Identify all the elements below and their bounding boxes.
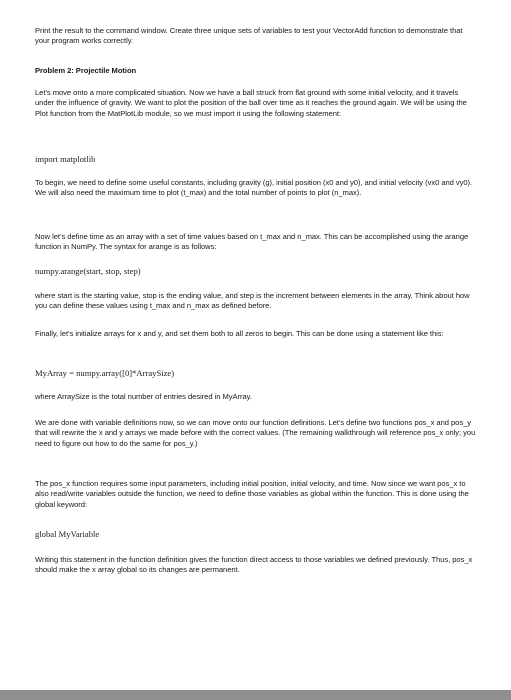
paragraph-arraysize: where ArraySize is the total number of entries desired in MyArray. (35, 392, 252, 401)
paragraph-initialize-arrays: Finally, let’s initialize arrays for x and y, and set them both to all zeros to begin. This can be done using a statement like this: (35, 329, 444, 338)
paragraph-constants: To begin, we need to define some useful constants, including gravity (g), initial position (x0 and y0), and initial velocity (vx0 and vy0). We will also need the maximum time to plot (t_max) and the total number of points to plot (n_max). (35, 178, 473, 198)
paragraph-global-explanation: Writing this statement in the function definition gives the function direct access to those variables we defined previously. Thus, pos_x should make the x array global so its changes are permanent. (35, 555, 473, 575)
paragraph-import-intro: Let’s move onto a more complicated situation. Now we have a ball struck from flat ground with some initial velocity, and it travels under the influence of gravity. We want to plot the position of the ball over time as it reaches the ground again. We will be using the Plot function from the MatPlotLib module, so we must import it using the following statement: (35, 88, 467, 118)
paragraph-function-definitions: We are done with variable definitions now, so we can move onto our function definitions. Let’s define two functions pos_x and pos_y that will rewrite the x and y arrays we made before with the correct values. (The remaining walkthrough will reference pos_x only; you need to figure out how to do the same for pos_y.) (35, 418, 476, 448)
paragraph-arange-explanation: where start is the starting value, stop is the ending value, and step is the increment between elements in the array. Think about how you can define these values using t_max and n_max as defined before. (35, 291, 470, 311)
paragraph-pos-x: The pos_x function requires some input parameters, including initial position, initial velocity, and time. Now since we want pos_x to also read/write variables outside the function, we need to define those variables as global within the function. This is done using the global keyword: (35, 479, 469, 509)
bottom-scroll-bar (0, 690, 511, 700)
problem-heading: Problem 2: Projectile Motion (35, 66, 137, 75)
code-import-matplotlib: import matplotlib (35, 154, 96, 164)
code-array-init: MyArray = numpy.array([0]*ArraySize) (35, 368, 175, 378)
paragraph-time-array: Now let’s define time as an array with a set of time values based on t_max and n_max. This can be accomplished using the arange function in NumPy. The syntax for arange is as follows: (35, 232, 469, 252)
intro-paragraph: Print the result to the command window. Create three unique sets of variables to test your VectorAdd function to demonstrate that your program works correctly. (35, 26, 463, 46)
code-arange-syntax: numpy.arange(start, stop, step) (35, 266, 141, 276)
code-global-keyword: global MyVariable (35, 529, 100, 539)
